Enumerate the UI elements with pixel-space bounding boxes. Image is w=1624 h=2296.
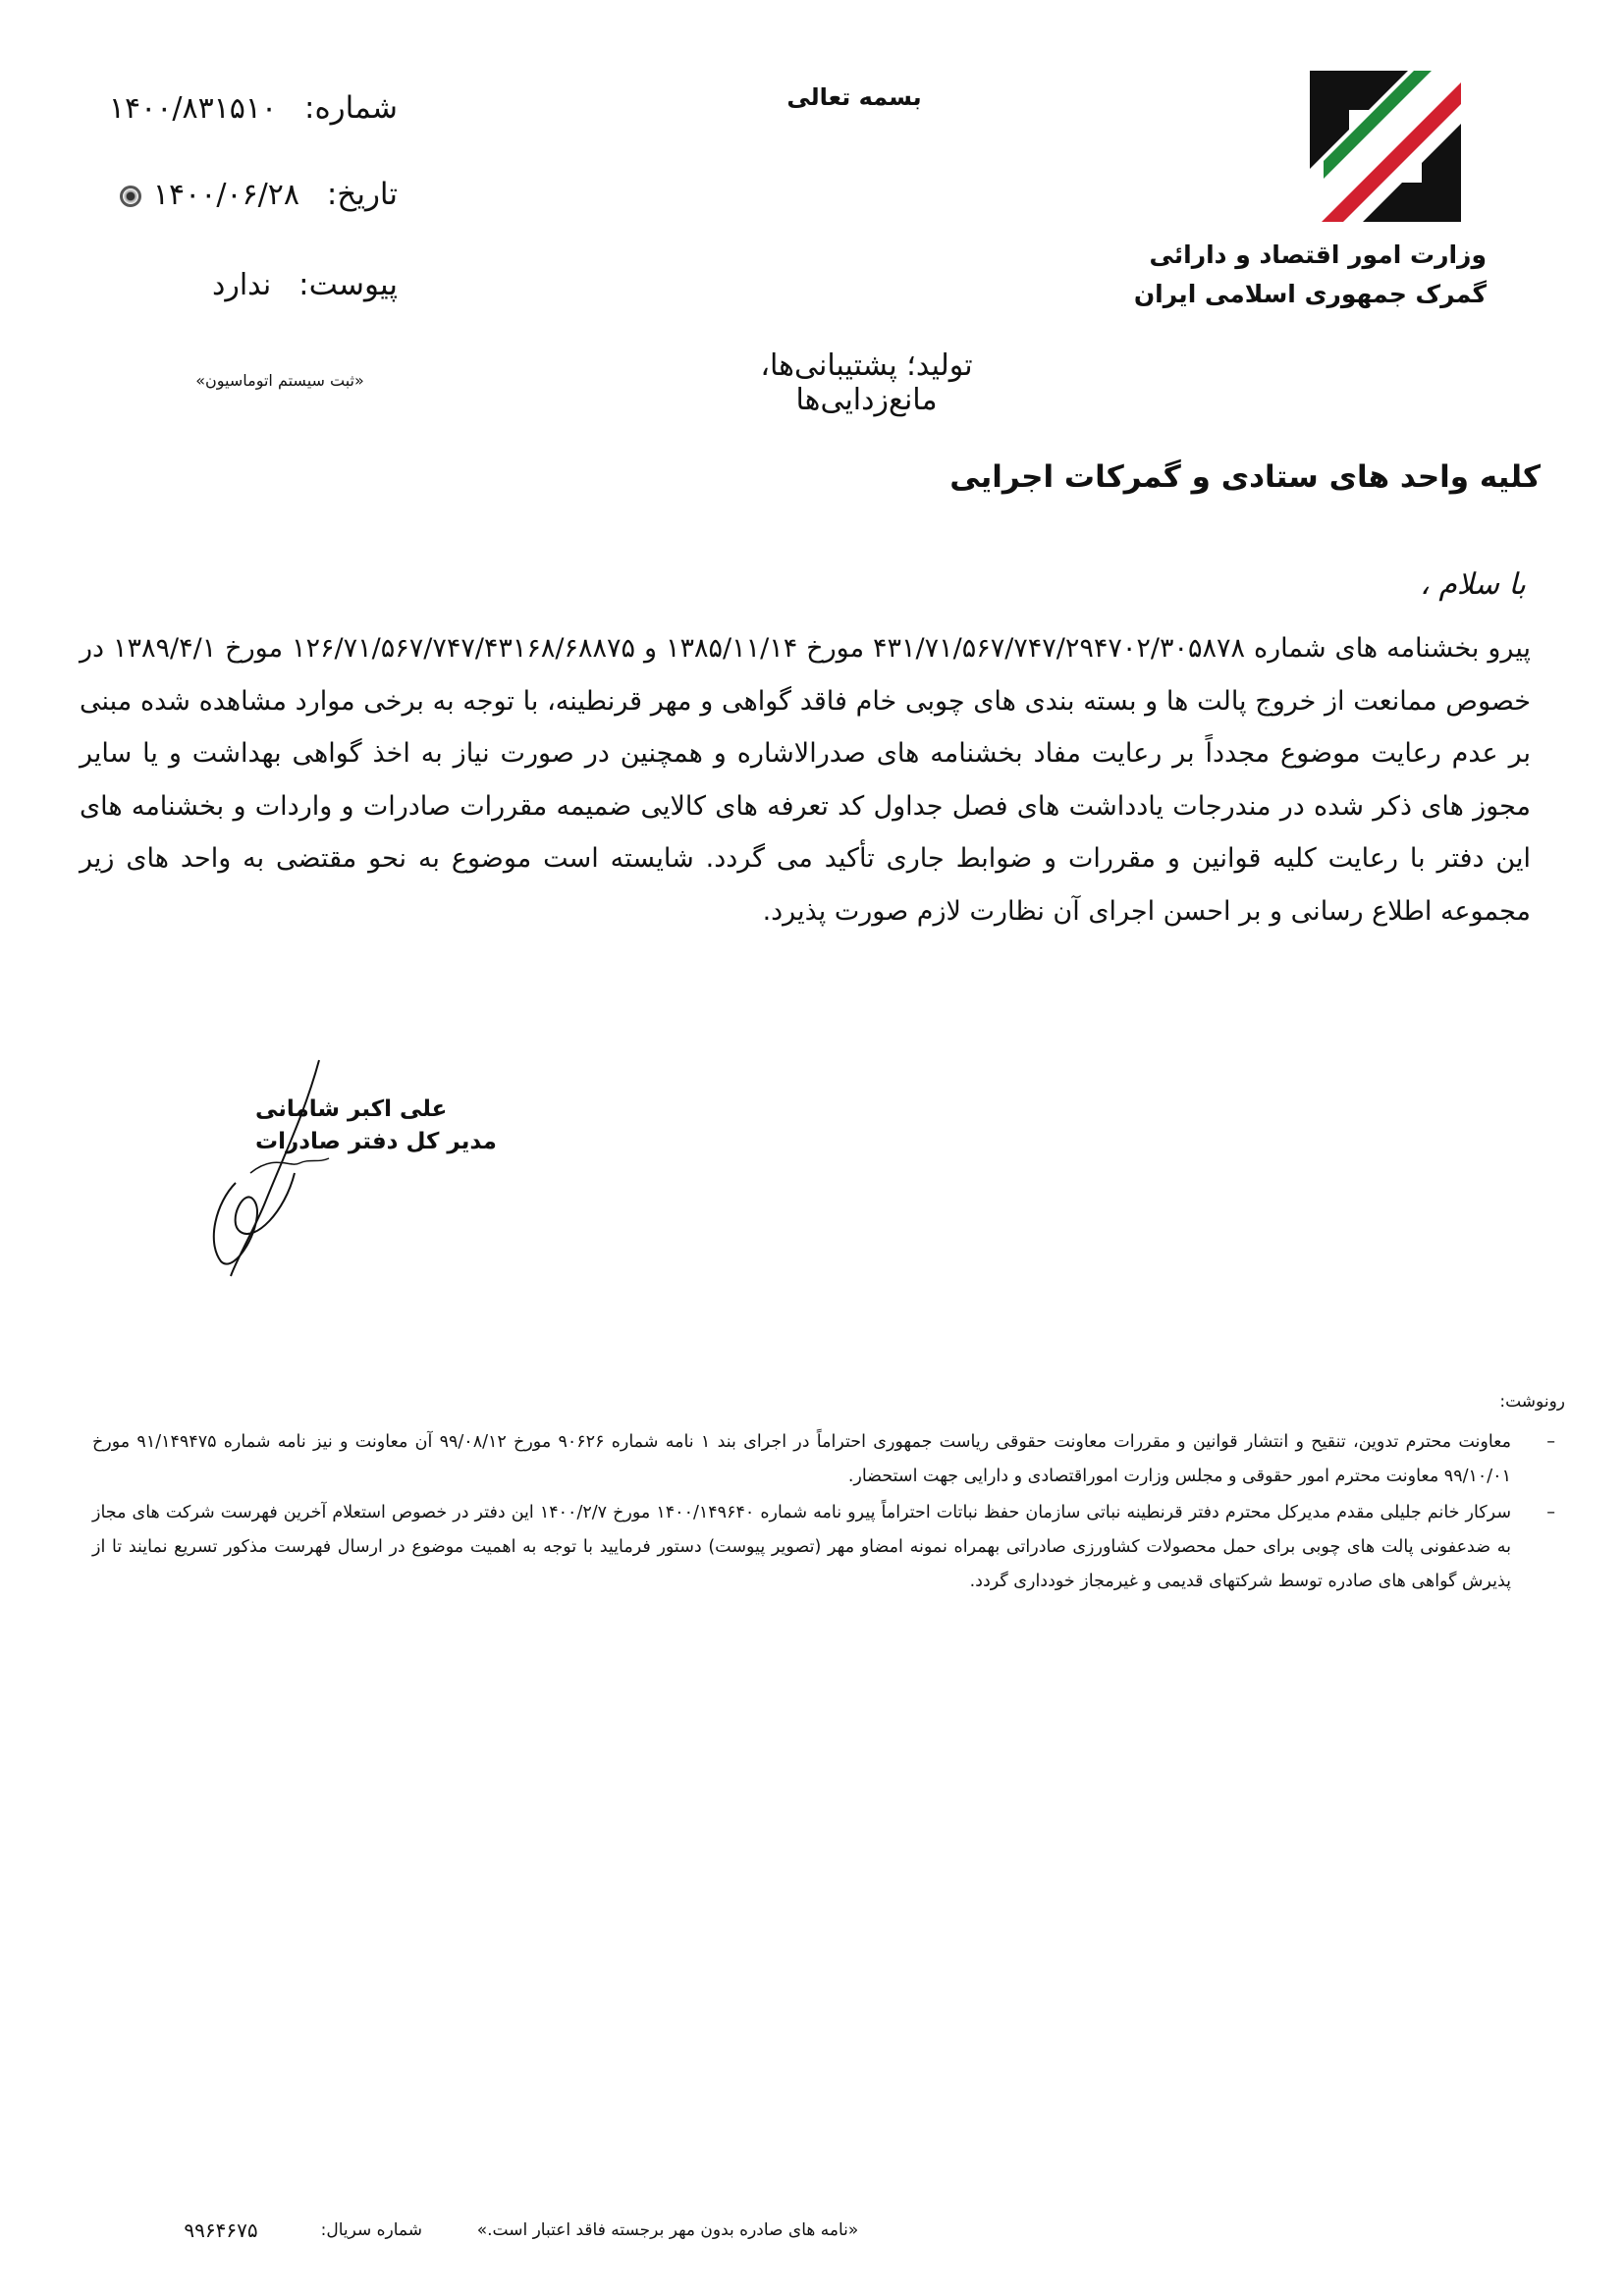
customs-name: گمرک جمهوری اسلامی ایران — [1133, 280, 1487, 308]
cc-bullet: – — [1546, 1432, 1555, 1452]
signatory-name: علی اکبر شامانی — [255, 1096, 448, 1122]
attachment-value: ندارد — [212, 268, 272, 302]
letter-date-value: ۱۴۰۰/۰۶/۲۸ — [152, 178, 299, 212]
letter-number-value: ۱۴۰۰/۸۳۱۵۱۰ — [108, 91, 278, 126]
letter-date — [83, 177, 398, 212]
serial-number-label: شماره سریال: — [320, 2220, 422, 2240]
cc-item-text: معاونت محترم تدوین، تنقیح و انتشار قوانین و مقررات معاونت حقوقی ریاست جمهوری احتراماً در اجرای بند ۱ نامه شماره ۹۰۶۲۶ مورخ ۹۹/۰۸/۱۲ آن معاونت و نیز نامه شماره ۹۱/۱۴۹۴۷۵ مورخ ۹۹/۱۰/۰۱ معاونت محترم امور حقوقی و مجلس وزارت اموراقتصادی و دارایی جهت استحضار. — [92, 1432, 1511, 1486]
seal-dot-icon — [120, 186, 141, 207]
attachment-label: پیوست: — [298, 267, 398, 302]
cc-list — [92, 1425, 1555, 1601]
cc-item — [92, 1425, 1555, 1494]
letter-number — [83, 90, 398, 126]
footer-validity-note: «نامه های صادره بدون مهر برجسته فاقد اعتبار است.» — [476, 2220, 859, 2240]
iran-customs-logo-icon — [1310, 71, 1461, 222]
letter-attachment — [83, 267, 398, 302]
serial-number-value: ۹۹۶۴۶۷۵ — [184, 2218, 258, 2242]
letter-number-label: شماره: — [304, 90, 398, 126]
salutation: با سلام ، — [1420, 567, 1526, 602]
cc-label: رونوشت: — [1499, 1392, 1565, 1412]
automation-registration-note: «ثبت سیستم اتوماسیون» — [195, 371, 364, 390]
cc-item-text: سرکار خانم جلیلی مقدم مدیرکل محترم دفتر قرنطینه نباتی سازمان حفظ نباتات احتراماً پیرو نامه شماره ۱۴۰۰/۱۴۹۶۴۰ مورخ ۱۴۰۰/۲/۷ این دفتر در خصوص استعلام آخرین فهرست شرکت های مجاز به ضدعفونی پالت های چوبی برای حمل محصولات کشاورزی صادراتی بهمراه نمونه امضاو مهر (تصویر پیوست) دستور فرمایید با توجه به اهمیت موضوع در ارسال فهرست مذکور تسریع نمایند تا از پذیرش گواهی های صادره توسط شرکتهای قدیمی و غیرمجاز خودداری گردد. — [92, 1503, 1511, 1591]
signatory-title: مدیر کل دفتر صادرات — [255, 1129, 497, 1154]
cc-item — [92, 1496, 1555, 1599]
ministry-header — [1133, 236, 1487, 314]
letter-date-label: تاریخ: — [326, 177, 398, 212]
ministry-name: وزارت امور اقتصاد و دارائی — [1149, 240, 1487, 269]
letter-body: پیرو بخشنامه های شماره ۴۳۱/۷۱/۵۶۷/۷۴۷/۲۹۴۷۰۲/۳۰۵۸۷۸ مورخ ۱۳۸۵/۱۱/۱۴ و ۱۲۶/۷۱/۵۶۷/۷۴۷/۴۳۱۶۸/۶۸۸۷۵ مورخ ۱۳۸۹/۴/۱ در خصوص ممانعت از خروج پالت ها و بسته بندی های چوبی خام فاقد گواهی و مهر قرنطینه، با توجه به برخی موارد مشاهده شده مبنی بر عدم رعایت موضوع مجدداً بر رعایت مفاد بخشنامه های صدرالاشاره و همچنین در صورت نیاز به اخذ گواهی بهداشت و یا سایر مجوز های ذکر شده در مندرجات یادداشت های فصل جداول کد تعرفه های کالایی ضمیمه مقررات صادرات و واردات و بخشنامه های این دفتر با رعایت کلیه قوانین و مقررات و ضوابط جاری تأکید می گردد. شایسته است موضوع به نحو مقتضی به واحد های زیر مجموعه اطلاع رسانی و بر احسن اجرای آن نظارت لازم صورت پذیرد. — [80, 633, 1531, 927]
cc-bullet: – — [1546, 1503, 1555, 1522]
letter-topic: تولید؛ پشتیبانی‌ها، مانع‌زدایی‌ها — [760, 348, 973, 417]
recipient-heading: کلیه واحد های ستادی و گمرکات اجرایی — [949, 459, 1541, 495]
handwritten-signature-icon — [196, 1055, 334, 1281]
bismillah-heading: بسمه تعالی — [786, 83, 922, 111]
